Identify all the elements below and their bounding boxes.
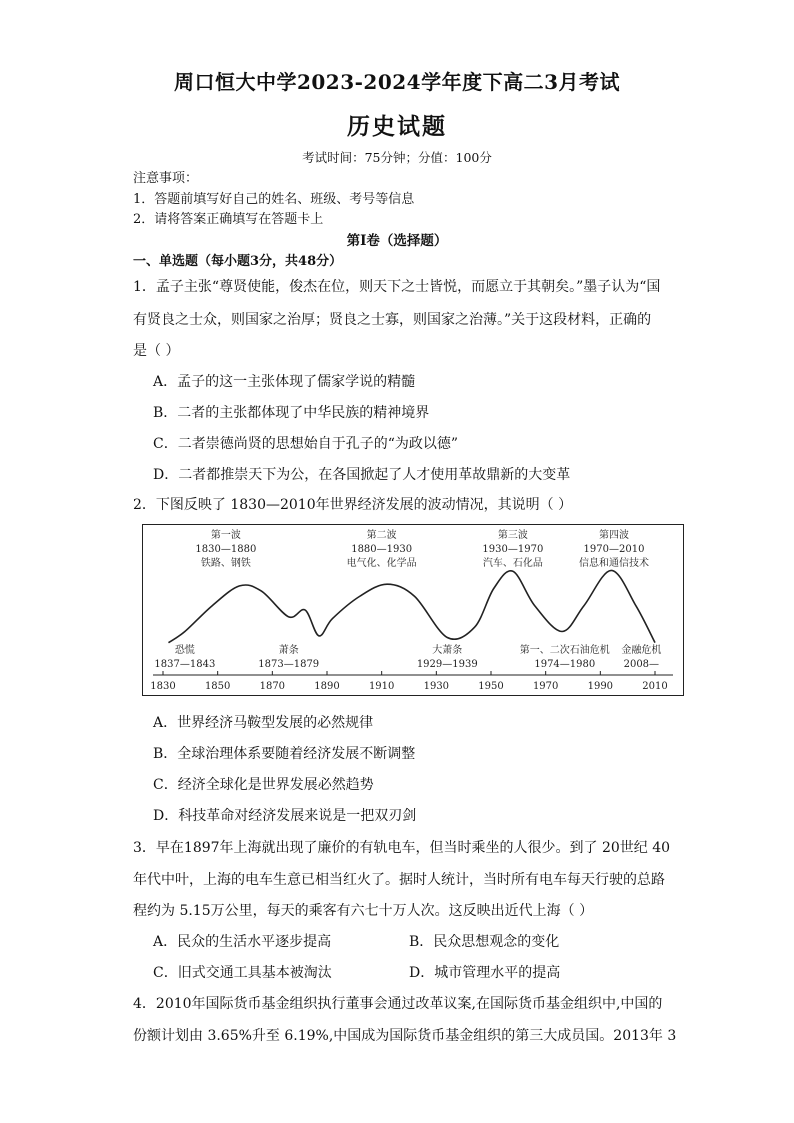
wave-name-label: 第一波 <box>210 530 241 541</box>
wave-period-label: 1880—1930 <box>351 544 413 555</box>
wave-tech-label: 电气化、化学品 <box>346 558 417 569</box>
x-tick-label: 1870 <box>259 681 286 692</box>
question-1-line: 1．孟子主张“尊贤使能，俊杰在位，则天下之士皆悦，而愿立于其朝矣。”墨子认为“国 <box>133 279 661 295</box>
wave-tech-label: 汽车、石化品 <box>482 558 543 569</box>
question-1-line: 有贤良之士众，则国家之治厚；贤良之士寡，则国家之治薄。”关于这段材料，正确的 <box>133 312 652 328</box>
question-4-line: 4．2010年国际货币基金组织执行董事会通过改革议案,在国际货币基金组织中,中国的 <box>133 996 663 1012</box>
x-tick-label: 1930 <box>423 681 450 692</box>
economy-wave-chart <box>142 524 684 696</box>
question-2-option-a[interactable]: A．世界经济马鞍型发展的必然规律 <box>153 715 374 731</box>
crisis-name-label: 金融危机 <box>621 645 662 656</box>
x-tick-label: 1910 <box>368 681 395 692</box>
crisis-name-label: 恐慌 <box>174 645 195 656</box>
question-1-line: 是（ ） <box>133 343 180 359</box>
question-2-option-b[interactable]: B．全球治理体系要随着经济发展不断调整 <box>153 746 416 762</box>
wave-period-label: 1970—2010 <box>583 544 645 555</box>
question-3-option-a[interactable]: A．民众的生活水平逐步提高 <box>153 934 332 950</box>
x-tick-label: 1970 <box>532 681 559 692</box>
crisis-period-label: 1929—1939 <box>416 659 478 670</box>
x-tick-label: 2010 <box>642 681 668 692</box>
question-3-option-d[interactable]: D．城市管理水平的提高 <box>409 965 561 981</box>
question-1-option-b[interactable]: B．二者的主张都体现了中华民族的精神境界 <box>153 405 430 421</box>
note-item: 2．请将答案正确填写在答题卡上 <box>133 212 324 227</box>
part-note: （每小题3分，共48分） <box>198 254 343 269</box>
notes-heading: 注意事项： <box>133 171 199 186</box>
x-tick-label: 1850 <box>204 681 231 692</box>
x-tick-label: 1990 <box>587 681 614 692</box>
part-label: 一、单选题 <box>133 254 199 269</box>
question-2-option-d[interactable]: D．科技革命对经济发展来说是一把双刃剑 <box>153 808 417 824</box>
question-3-option-c[interactable]: C．旧式交通工具基本被淘汰 <box>153 965 332 981</box>
x-tick-label: 1890 <box>314 681 340 692</box>
wave-period-label: 1830—1880 <box>195 544 257 555</box>
wave-period-label: 1930—1970 <box>482 544 544 555</box>
question-3-line: 3．早在1897年上海就出现了廉价的有轨电车，但当时乘坐的人很少。到了 20世纪 40 <box>133 840 671 856</box>
crisis-period-label: 1837—1843 <box>154 659 216 670</box>
school-title: 周口恒大中学2023-2024学年度下高二3月考试 <box>173 70 621 94</box>
wave-tech-label: 铁路、钢铁 <box>200 558 251 569</box>
crisis-name-label: 第一、二次石油危机 <box>519 645 610 656</box>
note-item: 1．答题前填写好自己的姓名、班级、考号等信息 <box>133 192 415 207</box>
question-1-option-c[interactable]: C．二者崇德尚贤的思想始自于孔子的“为政以德” <box>153 436 459 452</box>
section-title: 第I卷（选择题） <box>346 233 448 249</box>
wave-name-label: 第四波 <box>599 530 629 541</box>
question-3-line: 程约为 5.15万公里，每天的乘客有六七十万人次。这反映出近代上海（ ） <box>133 903 594 919</box>
question-1-option-a[interactable]: A．孟子的这一主张体现了儒家学说的精髓 <box>153 374 416 390</box>
question-3-option-b[interactable]: B．民众思想观念的变化 <box>409 934 560 950</box>
wave-tech-label: 信息和通信技术 <box>579 558 649 569</box>
subject-title: 历史试题 <box>347 113 447 140</box>
crisis-period-label: 1873—1879 <box>258 659 320 670</box>
question-2-option-c[interactable]: C．经济全球化是世界发展必然趋势 <box>153 777 374 793</box>
part-heading <box>133 250 342 269</box>
question-3-line: 年代中叶，上海的电车生意已相当红火了。据时人统计，当时所有电车每天行驶的总路 <box>133 872 665 888</box>
x-tick-label: 1950 <box>478 681 504 692</box>
crisis-name-label: 大萧条 <box>432 645 463 656</box>
economy-curve <box>168 570 655 642</box>
x-tick-label: 1830 <box>150 681 176 692</box>
economy-wave-svg <box>143 525 683 695</box>
exam-info: 考试时间：75分钟；分值：100分 <box>302 150 492 165</box>
crisis-period-label: 2008— <box>623 659 660 670</box>
crisis-name-label: 萧条 <box>278 645 299 656</box>
wave-name-label: 第三波 <box>497 530 528 541</box>
question-2-line: 2．下图反映了 1830—2010年世界经济发展的波动情况，其说明（ ） <box>133 497 573 513</box>
wave-name-label: 第二波 <box>366 530 397 541</box>
question-1-option-d[interactable]: D．二者都推崇天下为公，在各国掀起了人才使用革故鼎新的大变革 <box>153 467 571 483</box>
question-4-line: 份额计划由 3.65%升至 6.19%,中国成为国际货币基金组织的第三大成员国。2013年 3 <box>133 1028 677 1044</box>
crisis-period-label: 1974—1980 <box>534 659 596 670</box>
